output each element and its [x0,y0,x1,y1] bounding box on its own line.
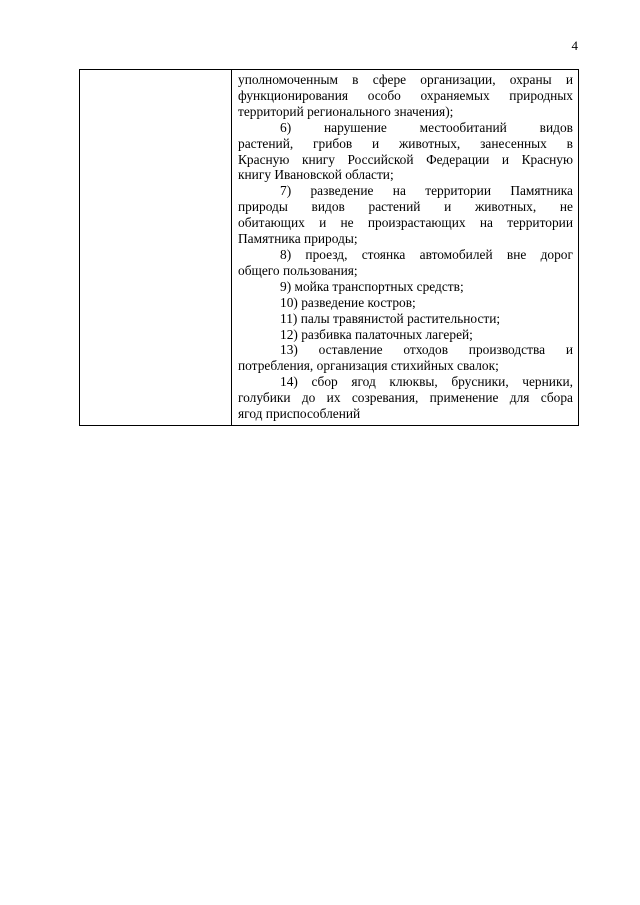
paragraph-p6 [238,120,573,184]
table-cell-left [80,70,232,426]
text-line: 8) проезд, стоянка автомобилей вне дорог [280,246,573,262]
document-table [79,69,579,426]
text-line: территорий регионального значения); [238,103,454,119]
text-line: 13) оставление отходов производства и [280,342,573,358]
text-line: 6) нарушение местообитаний видов [280,119,573,135]
paragraph-p11 [238,311,573,327]
text-line: голубики до их созревания, применение для сбора [238,390,573,406]
text-line: книгу Ивановской области; [238,167,394,183]
text-line: 7) разведение на территории Памятника [280,183,573,199]
paragraph-p9 [238,279,573,295]
text-line: 12) разбивка палаточных лагерей; [280,326,473,342]
text-line: общего пользования; [238,262,358,278]
paragraph-p13 [238,342,573,374]
text-line: 10) разведение костров; [280,294,416,310]
paragraph-p14 [238,374,573,422]
table-row [80,70,579,426]
text-line: растений, грибов и животных, занесенных в [238,135,573,151]
paragraph-p8 [238,247,573,279]
paragraph-p-cont [238,72,573,120]
text-line: обитающих и не произрастающих на территории [238,215,573,231]
paragraph-p10 [238,295,573,311]
text-line: потребления, организация стихийных свалок; [238,358,499,374]
paragraph-p12 [238,327,573,343]
text-line: 11) палы травянистой растительности; [280,310,501,326]
paragraph-p7 [238,183,573,247]
text-line: 14) сбор ягод клюквы, брусники, черники, [280,374,573,390]
page-number: 4 [571,38,578,53]
table-cell-right [232,70,579,426]
text-line: 9) мойка транспортных средств; [280,278,464,294]
text-line: уполномоченным в сфере организации, охраны и [238,72,573,87]
text-line: функционирования особо охраняемых природных [238,87,573,103]
text-line: ягод приспособлений [238,406,361,422]
text-line: природы видов растений и животных, не [238,199,573,215]
text-line: Памятника природы; [238,231,358,247]
text-line: Красную книгу Российской Федерации и Красную [238,151,573,167]
